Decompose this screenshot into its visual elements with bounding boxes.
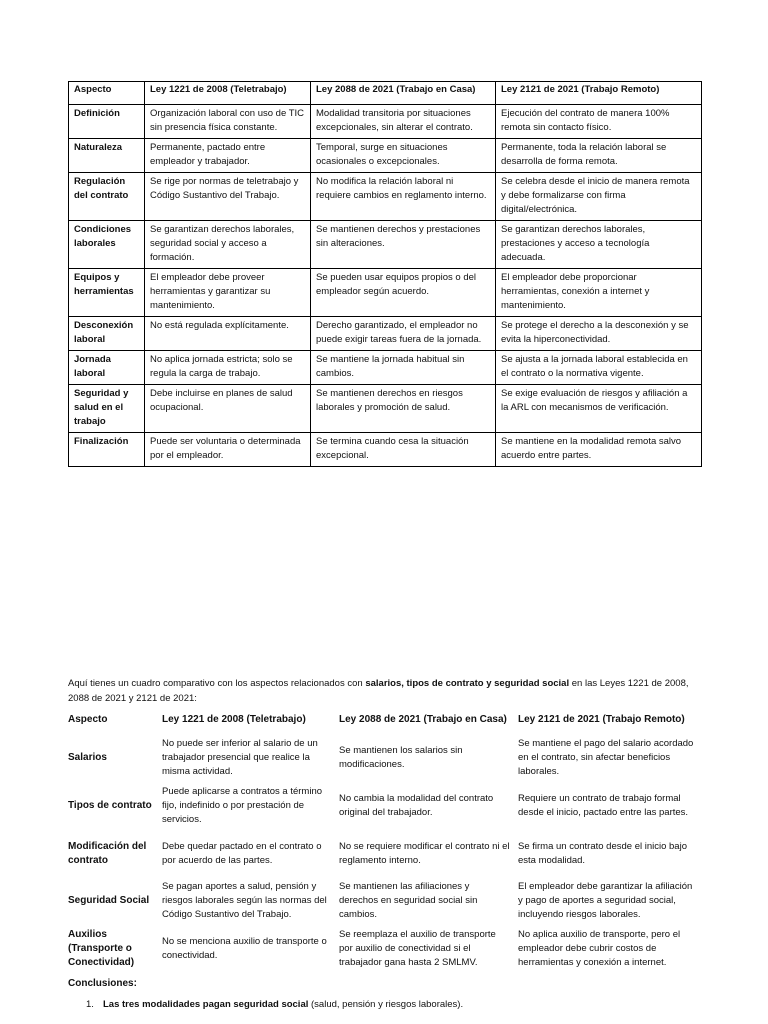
table-cell: No está regulada explícitamente. (145, 317, 311, 351)
aspect-cell: Tipos de contrato (68, 800, 152, 811)
aspect-cell: Finalización (69, 433, 145, 467)
comparison-table-salaries (64, 706, 702, 973)
table-cell: Derecho garantizado, el empleador no puede exigir tareas fuera de la jornada. (311, 317, 496, 351)
table-cell: Ejecución del contrato de manera 100% remota sin contacto físico. (496, 105, 702, 139)
table-cell: Se mantienen los salarios sin modificaciones. (339, 745, 463, 770)
table-cell: Debe quedar pactado en el contrato o por acuerdo de las partes. (162, 840, 322, 866)
table-cell: Puede ser voluntaria o determinada por el empleador. (145, 433, 311, 467)
header-cell: Ley 1221 de 2008 (Teletrabajo) (145, 82, 311, 105)
aspect-cell: Condiciones laborales (69, 221, 145, 269)
table-cell: Se protege el derecho a la desconexión y se evita la hiperconectividad. (496, 317, 702, 351)
list-item-bold-text: Las tres modalidades pagan seguridad social (103, 999, 309, 1010)
aspect-cell: Equipos y herramientas (69, 269, 145, 317)
table-cell: No aplica jornada estricta; solo se regula la carga de trabajo. (145, 351, 311, 385)
table-row (64, 925, 702, 973)
aspect-cell: Seguridad Social (68, 895, 150, 906)
table-cell: Se termina cuando cesa la situación excepcional. (311, 433, 496, 467)
table-row (69, 433, 702, 467)
table-cell: Se mantiene la jornada habitual sin cambios. (311, 351, 496, 385)
aspect-cell: Jornada laboral (69, 351, 145, 385)
table-cell: Se ajusta a la jornada laboral establecida en el contrato o la normativa vigente. (496, 351, 702, 385)
table-cell: Se rige por normas de teletrabajo y Código Sustantivo del Trabajo. (145, 173, 311, 221)
aspect-cell: Salarios (68, 752, 107, 763)
table-row (64, 782, 702, 830)
table-cell: Permanente, pactado entre empleador y trabajador. (145, 139, 311, 173)
intro-paragraph (68, 676, 698, 706)
table-cell: No cambia la modalidad del contrato original del trabajador. (339, 793, 494, 818)
table-cell: Se mantienen derechos y prestaciones sin alteraciones. (311, 221, 496, 269)
intro-text-end: en las Leyes 1221 de 2008, 2088 de 2021 y 2121 de 2021: (68, 678, 689, 704)
table-cell: Se celebra desde el inicio de manera remota y debe formalizarse con firma digital/electrónica. (496, 173, 702, 221)
table-cell: No aplica auxilio de transporte, pero el empleador debe cubrir costos de herramientas y conexión a internet. (518, 929, 681, 968)
table-cell: El empleador debe garantizar la afiliación y pago de aportes a seguridad social, incluyendo riesgos laborales. (518, 881, 693, 920)
conclusions-heading: Conclusiones: (68, 978, 137, 989)
aspect-cell: Regulación del contrato (69, 173, 145, 221)
table-cell: Temporal, surge en situaciones ocasionales o excepcionales. (311, 139, 496, 173)
table-row (69, 385, 702, 433)
header-cell: Aspecto (68, 714, 108, 725)
table-cell: No puede ser inferior al salario de un trabajador presencial que realice la misma actividad. (162, 738, 318, 777)
aspect-cell: Naturaleza (69, 139, 145, 173)
list-item-number: 1. (86, 999, 94, 1010)
list-item (68, 997, 698, 1012)
table-header-row (64, 706, 702, 734)
table-cell: El empleador debe proveer herramientas y garantizar su mantenimiento. (145, 269, 311, 317)
intro-bold-text: salarios, tipos de contrato y seguridad social (365, 678, 570, 689)
aspect-cell: Seguridad y salud en el trabajo (69, 385, 145, 433)
table-row (69, 139, 702, 173)
header-cell: Ley 2121 de 2021 (Trabajo Remoto) (518, 714, 685, 725)
table-cell: No modifica la relación laboral ni requiere cambios en reglamento interno. (311, 173, 496, 221)
table-cell: Se garantizan derechos laborales, seguridad social y acceso a formación. (145, 221, 311, 269)
table-cell: El empleador debe proporcionar herramientas, conexión a internet y mantenimiento. (496, 269, 702, 317)
table-cell: Organización laboral con uso de TIC sin presencia física constante. (145, 105, 311, 139)
table-row (69, 269, 702, 317)
table-cell: Se mantiene en la modalidad remota salvo acuerdo entre partes. (496, 433, 702, 467)
table-cell: Se reemplaza el auxilio de transporte por auxilio de conectividad si el trabajador gana hasta 2 SMLMV. (339, 929, 496, 968)
table-row (64, 734, 702, 782)
table-cell: Se mantiene el pago del salario acordado en el contrato, sin afectar beneficios laborales. (518, 738, 694, 777)
aspect-cell: Modificación del contrato (68, 840, 147, 866)
table-row (69, 173, 702, 221)
table-row (69, 221, 702, 269)
table-cell: Puede aplicarse a contratos a término fijo, indefinido o por prestación de servicios. (162, 786, 323, 825)
aspect-cell: Definición (69, 105, 145, 139)
table-header-row (69, 82, 702, 105)
table-cell: Permanente, toda la relación laboral se desarrolla de forma remota. (496, 139, 702, 173)
table-cell: Modalidad transitoria por situaciones excepcionales, sin alterar el contrato. (311, 105, 496, 139)
conclusions-list (68, 997, 698, 1012)
header-cell: Ley 1221 de 2008 (Teletrabajo) (162, 714, 306, 725)
table-cell: Se firma un contrato desde el inicio bajo esta modalidad. (518, 840, 687, 866)
table-cell: Se mantienen las afiliaciones y derechos en seguridad social sin cambios. (339, 881, 478, 920)
table-cell: Se exige evaluación de riesgos y afiliación a la ARL con mecanismos de verificación. (496, 385, 702, 433)
header-cell: Ley 2088 de 2021 (Trabajo en Casa) (311, 82, 496, 105)
header-cell: Aspecto (69, 82, 145, 105)
aspect-cell: Auxilios (Transporte o Conectividad) (68, 929, 135, 968)
table-cell: Se pueden usar equipos propios o del empleador según acuerdo. (311, 269, 496, 317)
table-cell: Se garantizan derechos laborales, prestaciones y acceso a tecnología adecuada. (496, 221, 702, 269)
table-cell: Requiere un contrato de trabajo formal desde el inicio, pactado entre las partes. (518, 793, 689, 818)
table-row (69, 105, 702, 139)
header-cell: Ley 2088 de 2021 (Trabajo en Casa) (339, 714, 507, 725)
list-item-text: (salud, pensión y riesgos laborales). (308, 999, 464, 1010)
intro-text: Aquí tienes un cuadro comparativo con los aspectos relacionados con (68, 678, 366, 689)
table-row (69, 317, 702, 351)
table-cell: No se menciona auxilio de transporte o conectividad. (162, 936, 327, 961)
comparison-table-general (68, 81, 702, 467)
table-cell: Se pagan aportes a salud, pensión y riesgos laborales según las normas del Código Sustantivo del Trabajo. (162, 881, 327, 920)
table-row (64, 830, 702, 877)
header-cell: Ley 2121 de 2021 (Trabajo Remoto) (496, 82, 702, 105)
table-row (64, 877, 702, 925)
table-cell: Se mantienen derechos en riesgos laborales y promoción de salud. (311, 385, 496, 433)
table-cell: Debe incluirse en planes de salud ocupacional. (145, 385, 311, 433)
table-cell: No se requiere modificar el contrato ni el reglamento interno. (339, 840, 510, 866)
aspect-cell: Desconexión laboral (69, 317, 145, 351)
table-row (69, 351, 702, 385)
